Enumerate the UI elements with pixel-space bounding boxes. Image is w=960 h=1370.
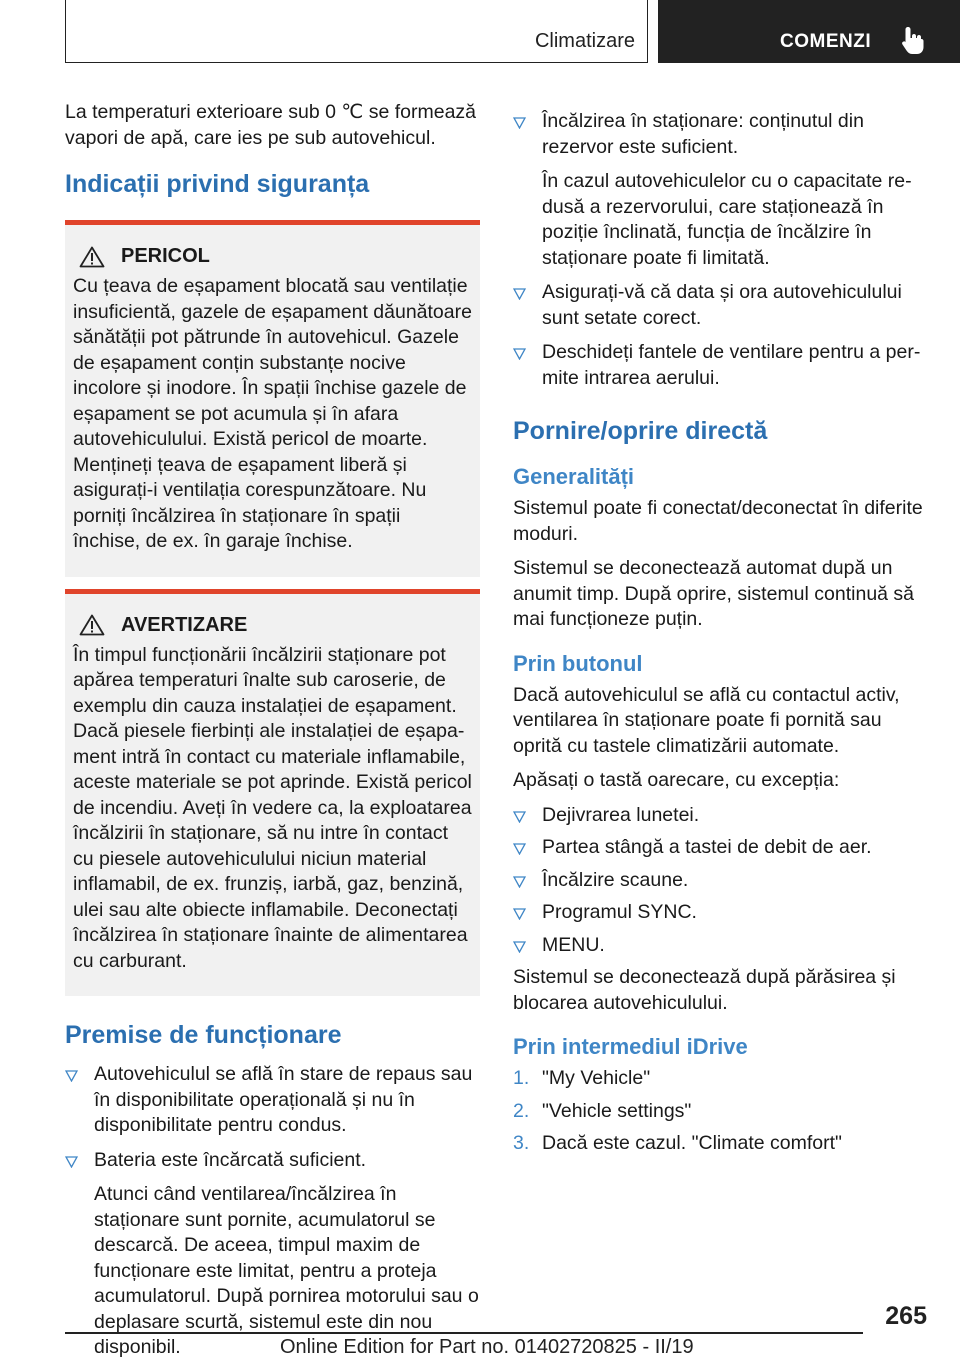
battery-note: Atunci când ventilarea/încălzirea în staționare sunt pornite, acumulatorul se descarcă. De aceea, timpul maxim de funcționare este limitat, pentru a proteja acumulatorul. După pornirea motorului sau o deplasare scurtă, sistemul este din nou disponibil. xyxy=(94,1183,479,1358)
premise-heading: Premise de funcționare xyxy=(65,1021,342,1049)
triangle-bullet-icon xyxy=(513,348,526,360)
list-item: Autovehiculul se află în stare de repaus sau în disponibilitate operațională și nu în disponibilitate pentru condus. xyxy=(65,1062,480,1139)
list-item: Deschideți fantele de ventilare pentru a permite intrarea aerului. xyxy=(513,340,928,391)
triangle-bullet-icon xyxy=(513,941,526,953)
list-item: 1. "My Vehicle" xyxy=(513,1067,651,1089)
warning-triangle-icon xyxy=(79,614,105,636)
section-title: Climatizare xyxy=(534,30,635,52)
danger-text: Cu țeava de eșapament blocată sau ventilație insuficientă, gazele de eșapament dăunătoare sănătății pot pătrunde în autovehicul. Gazele de eșapament conțin substanțe nocive incolore și inodore. În spații închise gazele de eșapament se pot acumula și în afara autovehiculului. Există pericol de moarte. Mențineți țeava de eșapament liberă și asigurați-i ventilația corespunzătoare. Nu porniți încălzirea în staționare în spații închise, de ex. în garaje închise. xyxy=(73,275,472,552)
button-paragraph-1: Dacă autovehiculul se află cu contactul activ, ventilarea în staționare poate fi pornită sau oprită cu tastele climatizării automate. xyxy=(513,683,900,757)
warning-triangle-icon xyxy=(79,246,105,268)
triangle-bullet-icon xyxy=(513,288,526,300)
list-item: Încălzirea în staționare: conținutul din rezervor este suficient. În cazul autovehiculelor cu o capacitate redusă a rezervorului, care staționează în poziție înclinată, funcția de încălzire în staționare poate fi limitată. xyxy=(513,109,928,271)
list-item: MENU. xyxy=(513,933,928,959)
chapter-tab[interactable] xyxy=(658,0,960,63)
idrive-heading: Prin intermediul iDrive xyxy=(513,1034,748,1059)
general-paragraph-2: Sistemul se deconectează automat după un anumit timp. După oprire, sistemul continuă să mai funcționeze puțin. xyxy=(513,557,915,630)
list-item: Partea stângă a tastei de debit de aer. xyxy=(513,835,928,861)
section-header xyxy=(65,0,648,63)
safety-heading: Indicații privind siguranța xyxy=(65,170,370,198)
general-heading: Generalități xyxy=(513,464,635,489)
warning-title: AVERTIZARE xyxy=(121,613,248,636)
hand-pointer-icon xyxy=(900,25,926,55)
left-column xyxy=(65,100,480,1370)
button-heading: Prin butonul xyxy=(513,650,643,676)
triangle-bullet-icon xyxy=(513,908,526,920)
list-item: Programul SYNC. xyxy=(513,900,928,926)
triangle-bullet-icon xyxy=(513,117,526,129)
list-item: Bateria este încărcată suficient. Atunci când ventilarea/încălzirea în staționare sunt pornite, acumulatorul se descarcă. De aceea, timpul maxim de funcționare este limitat, pentru a proteja acumulatorul. După pornirea motorului sau o deplasare scurtă, sistemul este din nou disponibil. xyxy=(65,1148,480,1361)
general-paragraph-1: Sistemul poate fi conectat/deconectat în diferite moduri. xyxy=(513,497,923,545)
list-item: Asigurați-vă că data și ora autovehiculului sunt setate corect. xyxy=(513,280,928,331)
footer-edition: Online Edition for Part no. 01402720825 - II/19 xyxy=(280,1336,694,1358)
premise-list xyxy=(65,1062,480,1361)
footer-divider xyxy=(65,1332,863,1334)
button-paragraph-2: Apăsați o tastă oarecare, cu excepția: xyxy=(513,769,840,791)
danger-box xyxy=(65,220,480,577)
button-exception-list xyxy=(513,803,928,959)
danger-title: PERICOL xyxy=(121,245,210,267)
chapter-tab-label: COMENZI xyxy=(780,31,872,52)
warning-text: În timpul funcționării încălzirii staționare pot apărea temperaturi înalte sub caroserie, de exemplu din cauza instalației de eșapament. Dacă piesele fierbinți ale instalației de eșapament intră în contact cu materiale inflamabile, aceste materiale se pot aprinde. Există pericol de incendiu. Aveți în vedere ca, la exploatarea încălzirii în staționare, să nu intre în contact cu piesele autovehiculului niciun material inflamabil, de ex. frunziș, iarbă, gaz, benzină, ulei sau alte obiecte inflamabile. Deconectați încălzirea în staționare înainte de alimentarea cu carburant. xyxy=(73,643,472,972)
triangle-bullet-icon xyxy=(65,1156,78,1168)
right-column xyxy=(513,109,928,1164)
triangle-bullet-icon xyxy=(513,843,526,855)
warning-box xyxy=(65,589,480,997)
idrive-steps xyxy=(513,1066,928,1157)
button-paragraph-3: Sistemul se deconectează după părăsirea și blocarea autovehiculului. xyxy=(513,966,896,1014)
list-item: 3. Dacă este cazul. "Climate comfort" xyxy=(513,1132,842,1154)
direct-heading: Pornire/oprire directă xyxy=(513,417,768,445)
triangle-bullet-icon xyxy=(513,876,526,888)
list-item: Dejivrarea lunetei. xyxy=(513,803,928,829)
triangle-bullet-icon xyxy=(513,811,526,823)
triangle-bullet-icon xyxy=(65,1070,78,1082)
intro-paragraph: La temperaturi exterioare sub 0 ℃ se formează vapori de apă, care ies pe sub autovehicul. xyxy=(65,101,477,149)
page-number: 265 xyxy=(885,1302,927,1330)
premise-list-continued xyxy=(513,109,928,391)
list-item: Încălzire scaune. xyxy=(513,868,928,894)
list-item: 2. "Vehicle settings" xyxy=(513,1099,692,1122)
